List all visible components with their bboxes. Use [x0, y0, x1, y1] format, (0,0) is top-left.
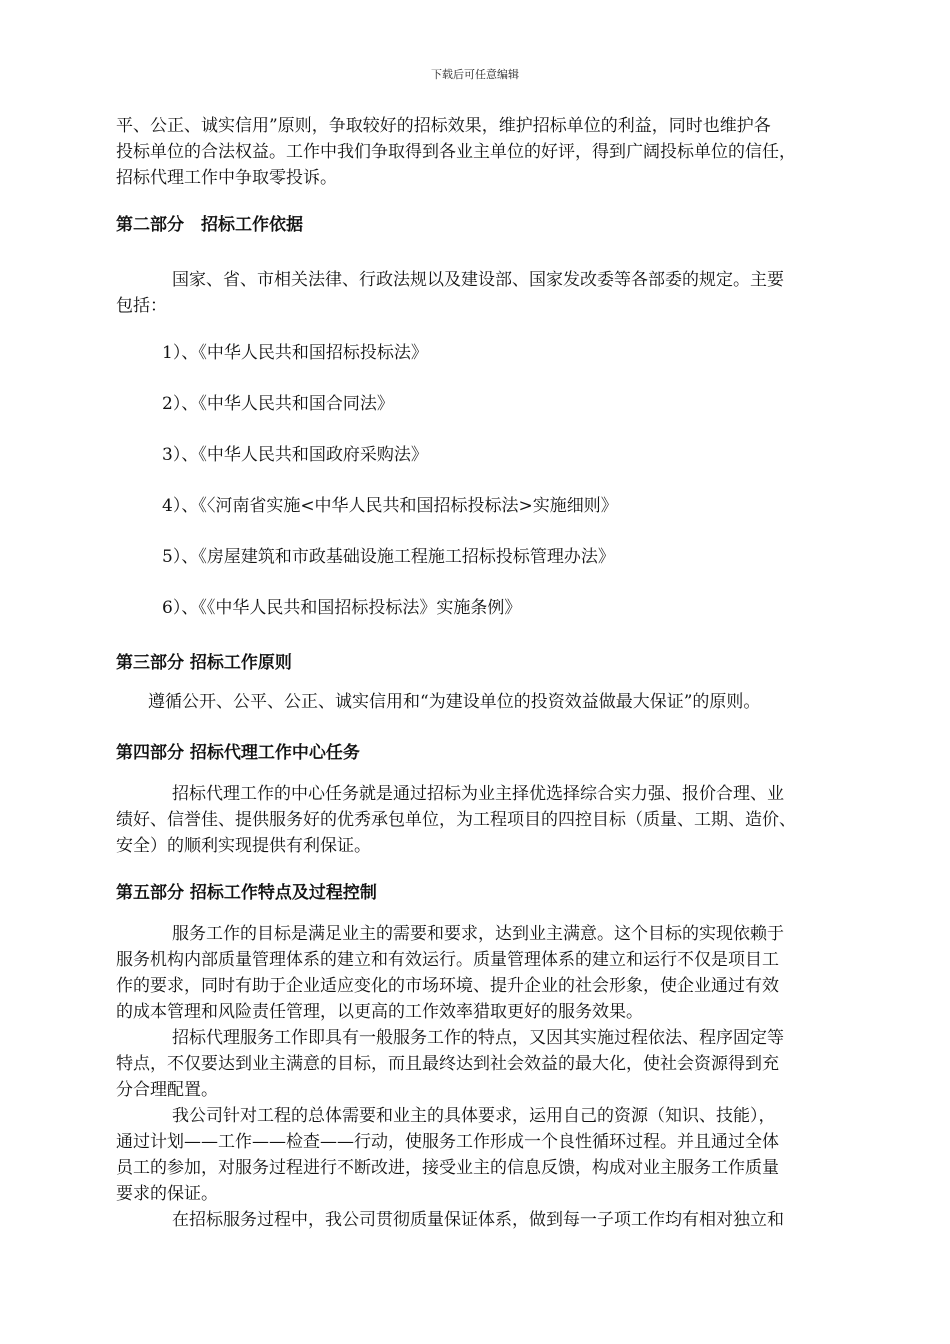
law-list-item-2: 2）、《中华人民共和国合同法》	[162, 394, 394, 414]
text-line: 要求的保证。	[116, 1184, 218, 1204]
law-list-item-1: 1）、《中华人民共和国招标投标法》	[162, 343, 428, 363]
text-line: 特点，不仅要达到业主满意的目标，而且最终达到社会效益的最大化，使社会资源得到充	[116, 1054, 779, 1074]
section-3-paragraph: 遵循公开、公平、公正、诚实信用和“为建设单位的投资效益做最大保证”的原则。	[148, 692, 761, 712]
section-2-heading: 第二部分 招标工作依据	[116, 215, 303, 235]
text-line: 绩好、信誉佳、提供服务好的优秀承包单位，为工程项目的四控目标（质量、工期、造价、	[116, 810, 796, 830]
text-line: 作的要求，同时有助于企业适应变化的市场环境、提升企业的社会形象，使企业通过有效	[116, 976, 779, 996]
text-line: 通过计划——工作——检查——行动，使服务工作形成一个良性循环过程。并且通过全体	[116, 1132, 779, 1152]
text-line: 国家、省、市相关法律、行政法规以及建设部、国家发改委等各部委的规定。主要	[172, 270, 784, 290]
page-header: 下载后可任意编辑	[431, 68, 519, 81]
text-line: 平、公正、诚实信用”原则，争取较好的招标效果，维护招标单位的利益，同时也维护各	[116, 116, 771, 136]
section-3-heading: 第三部分 招标工作原则	[116, 653, 292, 673]
text-line: 招标代理工作中争取零投诉。	[116, 168, 337, 188]
law-list-item-3: 3）、《中华人民共和国政府采购法》	[162, 445, 428, 465]
section-5-paragraph-1	[116, 921, 876, 1233]
text-line: 员工的参加，对服务过程进行不断改进，接受业主的信息反馈，构成对业主服务工作质量	[116, 1158, 779, 1178]
section-4-heading: 第四部分 招标代理工作中心任务	[116, 743, 360, 763]
text-line: 投标单位的合法权益。工作中我们争取得到各业主单位的好评，得到广阔投标单位的信任，	[116, 142, 796, 162]
text-line: 安全）的顺利实现提供有利保证。	[116, 836, 371, 856]
law-list-item-6: 6）、《《中华人民共和国招标投标法》实施条例》	[162, 598, 522, 618]
text-line: 招标代理工作的中心任务就是通过招标为业主择优选择综合实力强、报价合理、业	[172, 784, 784, 804]
section-2-paragraph	[116, 267, 876, 319]
text-line: 我公司针对工程的总体需要和业主的具体要求，运用自己的资源（知识、技能），	[172, 1106, 776, 1126]
text-line: 分合理配置。	[116, 1080, 218, 1100]
text-line: 在招标服务过程中，我公司贯彻质量保证体系，做到每一子项工作均有相对独立和	[172, 1210, 784, 1230]
section-4-paragraph	[116, 781, 876, 859]
law-list-item-4: 4）、《〈河南省实施<中华人民共和国招标投标法>实施细则》	[162, 496, 618, 516]
text-line: 服务工作的目标是满足业主的需要和要求，达到业主满意。这个目标的实现依赖于	[172, 924, 784, 944]
text-line: 的成本管理和风险责任管理，以更高的工作效率猎取更好的服务效果。	[116, 1002, 643, 1022]
text-line: 包括：	[116, 296, 167, 316]
law-list-item-5: 5）、《房屋建筑和市政基础设施工程施工招标投标管理办法》	[162, 547, 615, 567]
text-line: 服务机构内部质量管理体系的建立和有效运行。质量管理体系的建立和运行不仅是项目工	[116, 950, 779, 970]
section-5-heading: 第五部分 招标工作特点及过程控制	[116, 883, 377, 903]
intro-paragraph	[116, 113, 876, 191]
text-line: 招标代理服务工作即具有一般服务工作的特点，又因其实施过程依法、程序固定等	[172, 1028, 784, 1048]
